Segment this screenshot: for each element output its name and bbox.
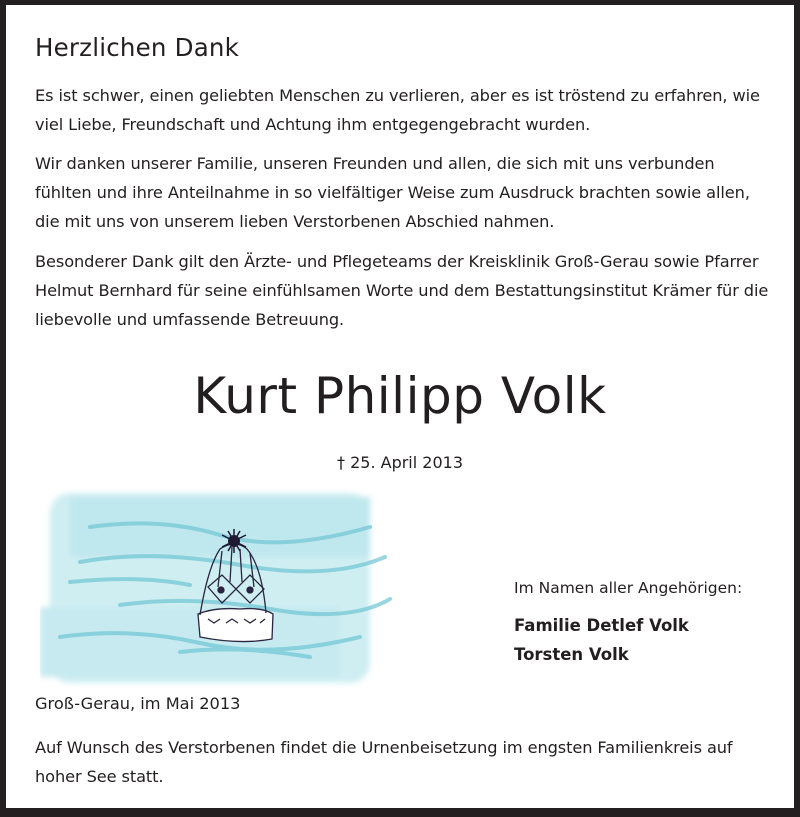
mourners-intro: Im Namen aller Angehörigen:: [514, 579, 743, 597]
mourner-name: Torsten Volk: [514, 645, 629, 664]
thanks-paragraph-2: Wir danken unserer Familie, unseren Freunden und allen, die sich mit uns verbunden fühlten und ihre Anteilnahme in so vielfältiger Weise zum Ausdruck brachten sowie allen, die mit uns von unserem lieben Verstorbenen Abschied nahmen.: [35, 154, 750, 231]
thanks-paragraph-1: Es ist schwer, einen geliebten Menschen zu verlieren, aber es ist tröstend zu erfahren, wie viel Liebe, Freundschaft und Achtung ihm entgegengebracht wurden.: [35, 86, 760, 134]
mourner-name: Familie Detlef Volk: [514, 616, 689, 635]
thanks-paragraph-3: Besonderer Dank gilt den Ärzte- und Pflegeteams der Kreisklinik Groß-Gerau sowie Pfarrer Helmut Bernhard für seine einfühlsamen Worte und dem Bestattungsinstitut Krämer für die liebevolle und umfassende Betreuung.: [35, 252, 769, 329]
place-date: Groß-Gerau, im Mai 2013: [35, 694, 241, 713]
deceased-name: Kurt Philipp Volk: [193, 367, 607, 425]
death-date: † 25. April 2013: [337, 453, 463, 472]
closing-paragraph: Auf Wunsch des Verstorbenen findet die Urnenbeisetzung im engsten Familienkreis auf hoher See statt.: [35, 738, 733, 786]
watercolor-sea-with-knit-hat-icon: [40, 487, 410, 689]
heading: Herzlichen Dank: [35, 33, 240, 62]
obituary-card: [6, 5, 794, 808]
